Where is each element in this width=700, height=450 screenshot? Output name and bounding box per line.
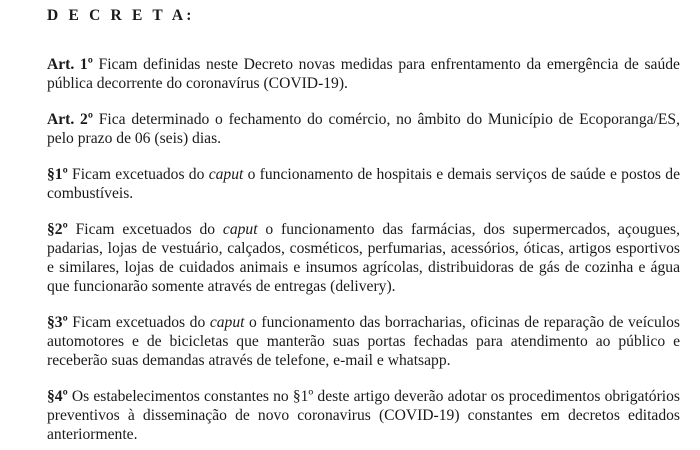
paragraph-text: o funcionamento das farmácias, dos supermercados, açougues, padarias, lojas de vestuário, calçados, cosméticos, perfumarias, acessórios, óticas, artigos esportivos e similares, lojas de cuidados animais e insumos agrícolas, distribuidoras de gás de cozinha e água que funcionarão somente através de entregas (delivery). [47, 221, 680, 295]
caput-term: caput [209, 314, 245, 331]
article-2 [47, 110, 680, 148]
paragraph-1 [47, 165, 680, 203]
paragraph-label: §2º [47, 221, 68, 238]
article-text: Ficam definidas neste Decreto novas medidas para enfrentamento da emergência de saúde pública decorrente do coronavírus (COVID-19). [47, 56, 680, 92]
caput-term: caput [208, 166, 244, 183]
paragraph-3 [47, 313, 680, 370]
paragraph-text: Ficam excetuados do [67, 314, 210, 331]
paragraph-text: Ficam excetuados do [67, 221, 223, 238]
paragraph-text: o funcionamento das borracharias, oficinas de reparação de veículos automotores e de bicicletas que manterão suas portas fechadas para atendimento ao público e receberão suas demandas através de telefone, e-mail e whatsapp. [47, 314, 680, 369]
paragraph-label: §3º [47, 314, 68, 331]
article-label: Art. 2º [47, 111, 93, 128]
paragraph-2 [47, 220, 680, 296]
paragraph-4 [47, 387, 680, 444]
article-label: Art. 1º [47, 56, 93, 73]
paragraph-text: o funcionamento de hospitais e demais serviços de saúde e postos de combustíveis. [47, 166, 680, 202]
article-1 [47, 55, 680, 93]
article-text: Fica determinado o fechamento do comércio, no âmbito do Município de Ecoporanga/ES, pelo prazo de 06 (seis) dias. [47, 111, 680, 147]
caput-term: caput [222, 221, 258, 238]
paragraph-text: Ficam excetuados do [67, 166, 209, 183]
decree-heading: D E C R E T A: [47, 7, 195, 24]
paragraph-label: §1º [47, 166, 68, 183]
paragraph-text: Os estabelecimentos constantes no §1º deste artigo deverão adotar os procedimentos obrigatórios preventivos à disseminação de novo coronavirus (COVID-19) constantes em decretos editados anteriormente. [47, 388, 680, 443]
paragraph-label: §4º [47, 388, 68, 405]
